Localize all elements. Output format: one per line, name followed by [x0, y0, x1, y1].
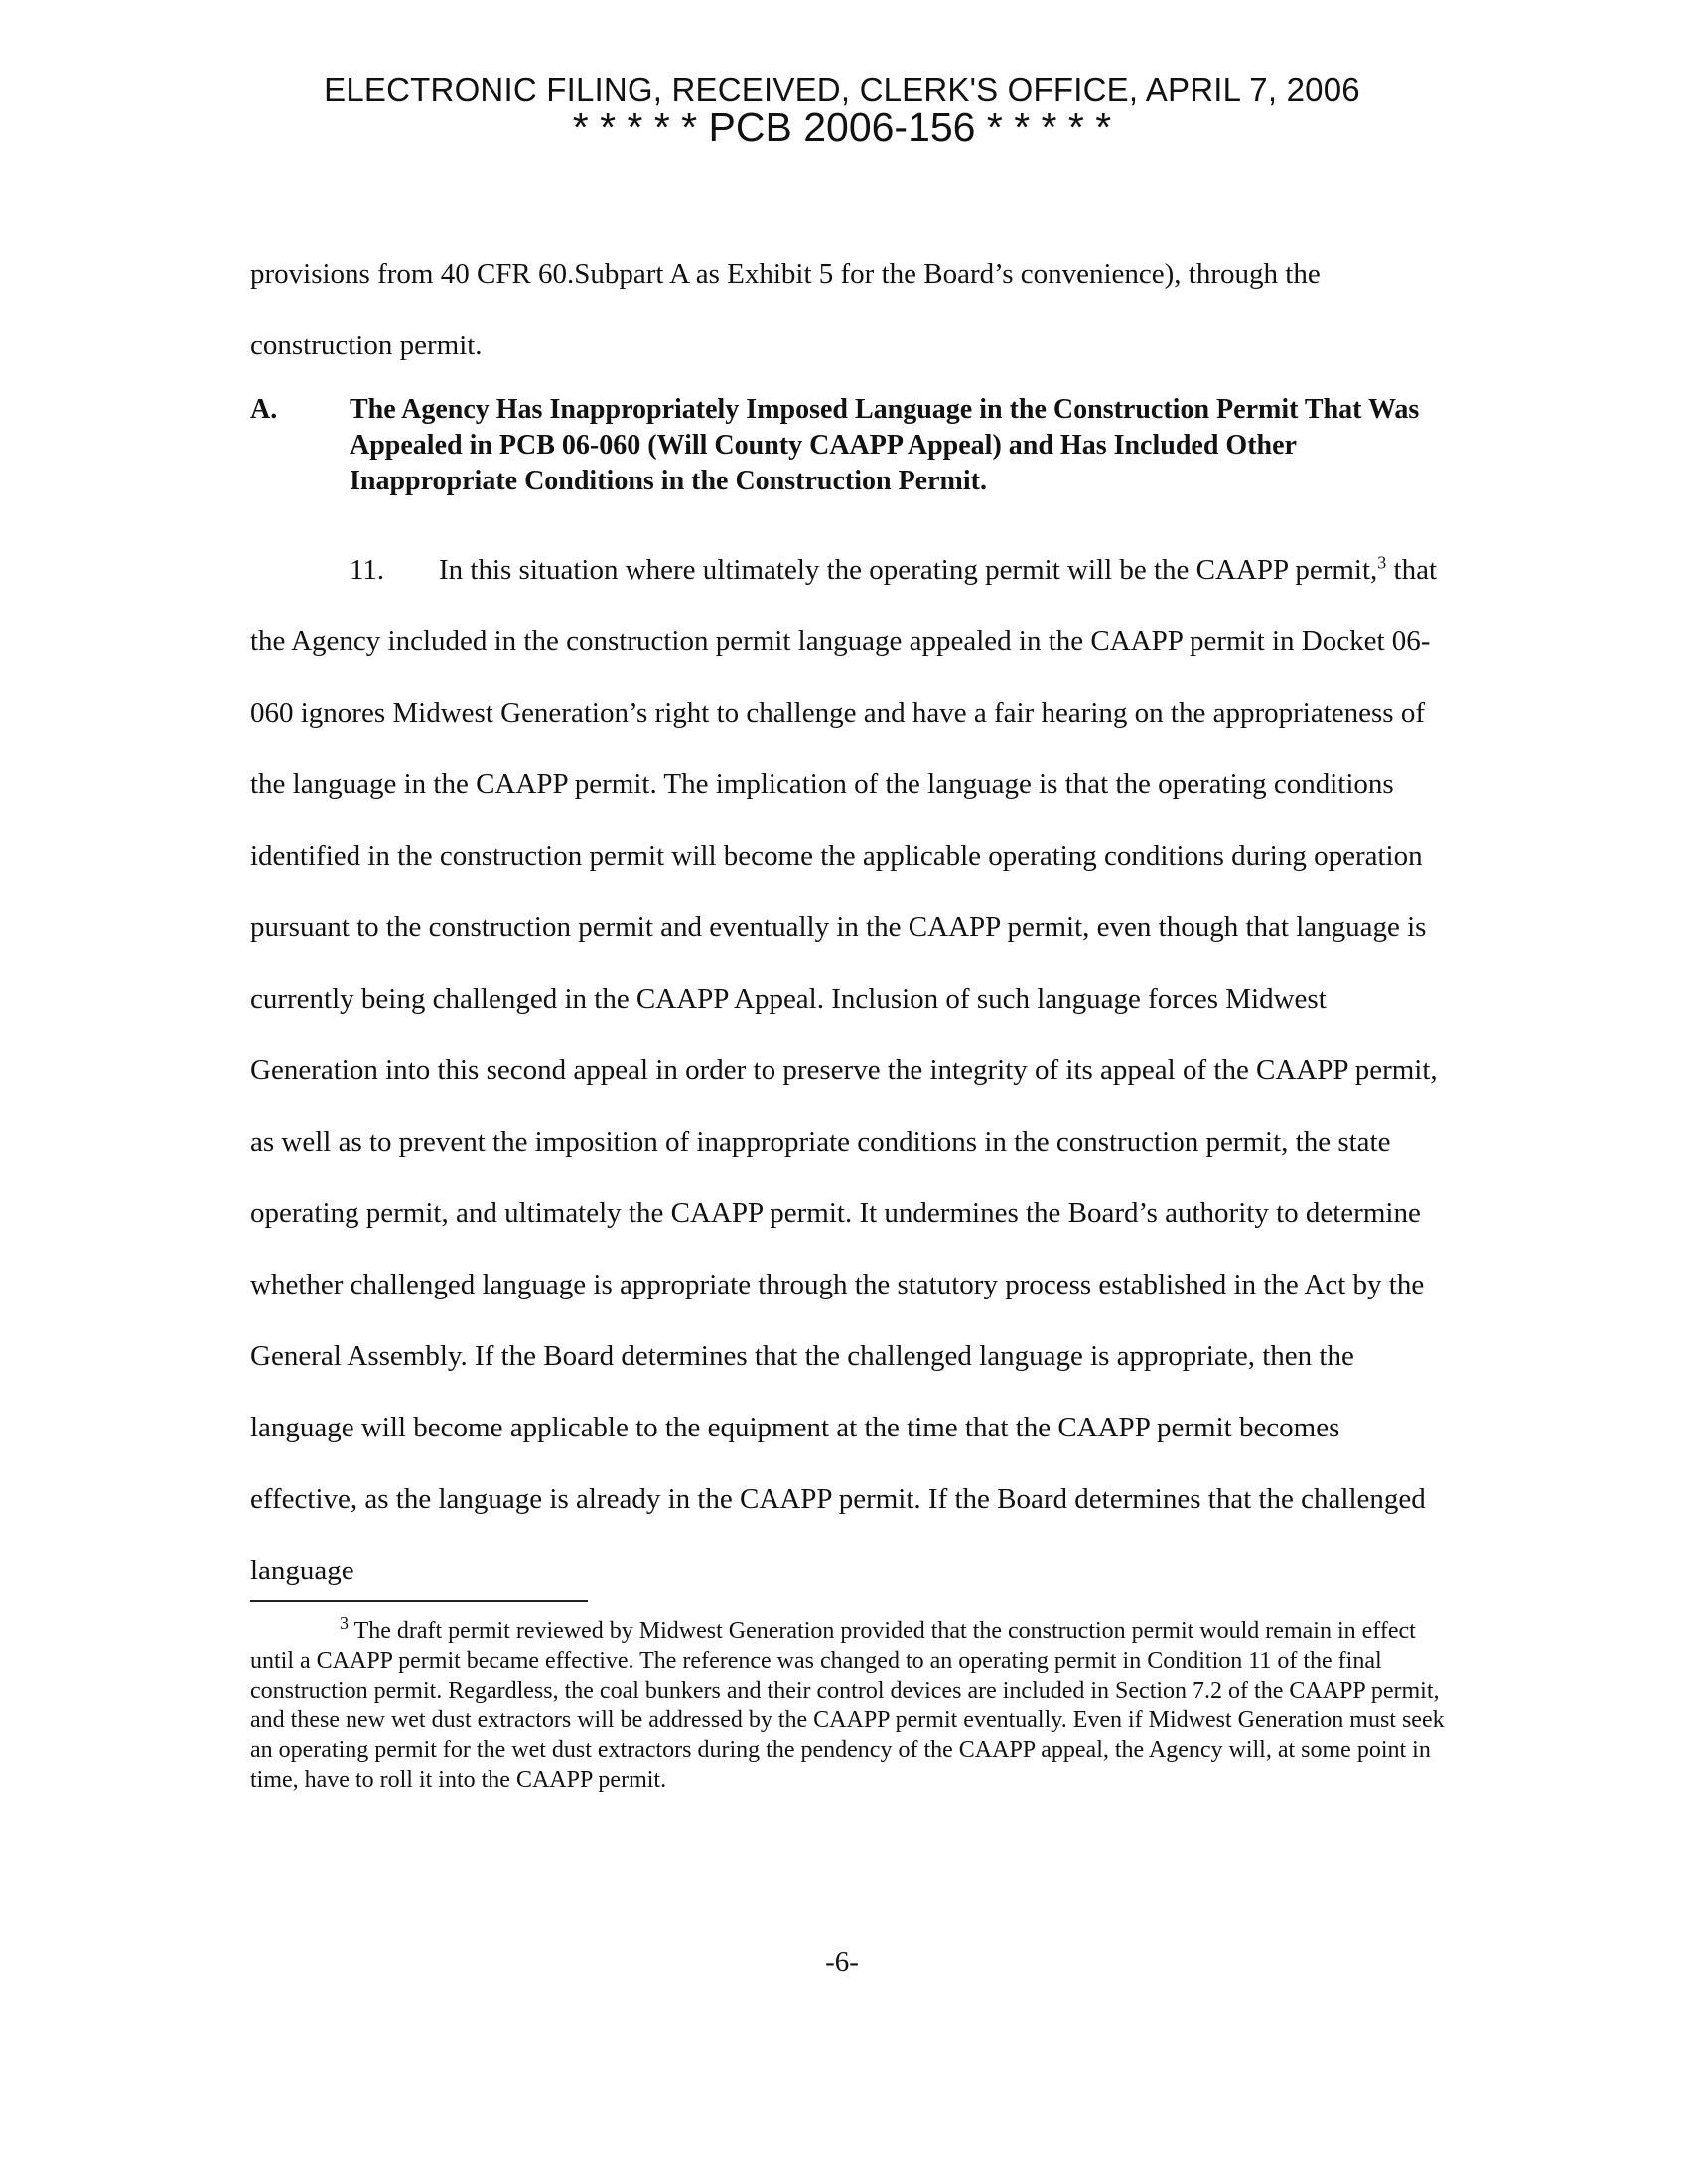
section-heading-text: The Agency Has Inappropriately Imposed Language in the Construction Permit That Was Appealed in PCB 06-060 (Will County CAAPP Appeal) and Has Included Other Inappropriate Conditions in the Construction Permit.	[350, 394, 1420, 496]
filing-stamp-line2: * * * * * PCB 2006-156 * * * * *	[572, 104, 1112, 150]
continued-paragraph: provisions from 40 CFR 60.Subpart A as Exhibit 5 for the Board’s convenience), through the construction permit.	[250, 258, 1321, 361]
page-number: -6-	[825, 1946, 859, 1978]
footnote-reference[interactable]: 3	[1377, 552, 1387, 573]
footnote-divider	[250, 1600, 588, 1602]
paragraph-text-continued: that the Agency included in the construction permit language appealed in the CAAPP permit in Docket 06-060 ignores Midwest Generation’s right to challenge and have a fair hearing on the appropriateness of the language in the CAAPP permit. The implication of the language is that the operating conditions identified in the construction permit will become the applicable operating conditions during operation pursuant to the construction permit and eventually in the CAAPP permit, even though that language is currently being challenged in the CAAPP Appeal. Inclusion of such language forces Midwest Generation into this second appeal in order to preserve the integrity of its appeal of the CAAPP permit, as well as to prevent the imposition of inappropriate conditions in the construction permit, the state operating permit, and ultimately the CAAPP permit. It undermines the Board’s authority to determine whether challenged language is appropriate through the statutory process established in the Act by the General Assembly. If the Board determines that the challenged language is appropriate, then the language will become applicable to the equipment at the time that the CAAPP permit becomes effective, as the language is already in the CAAPP permit. If the Board determines that the challenged language	[250, 554, 1438, 1586]
filing-stamp-line1: ELECTRONIC FILING, RECEIVED, CLERK'S OFFICE, APRIL 7, 2006	[324, 71, 1360, 108]
section-heading-letter: A.	[250, 394, 278, 425]
footnote	[250, 1613, 1448, 1795]
paragraph-text-start: In this situation where ultimately the operating permit will be the CAAPP permit,	[439, 554, 1378, 586]
paragraph-11	[250, 534, 1448, 1606]
paragraph-number: 11.	[350, 554, 385, 586]
footnote-marker: 3	[340, 1613, 349, 1633]
footnote-text: The draft permit reviewed by Midwest Generation provided that the construction permit would remain in effect until a CAAPP permit became effective. The reference was changed to an operating permit in Condition 11 of the final construction permit. Regardless, the coal bunkers and their control devices are included in Section 7.2 of the CAAPP permit, and these new wet dust extractors will be addressed by the CAAPP permit eventually. Even if Midwest Generation must seek an operating permit for the wet dust extractors during the pendency of the CAAPP appeal, the Agency will, at some point in time, have to roll it into the CAAPP permit.	[250, 1618, 1445, 1793]
section-heading	[250, 392, 1448, 499]
